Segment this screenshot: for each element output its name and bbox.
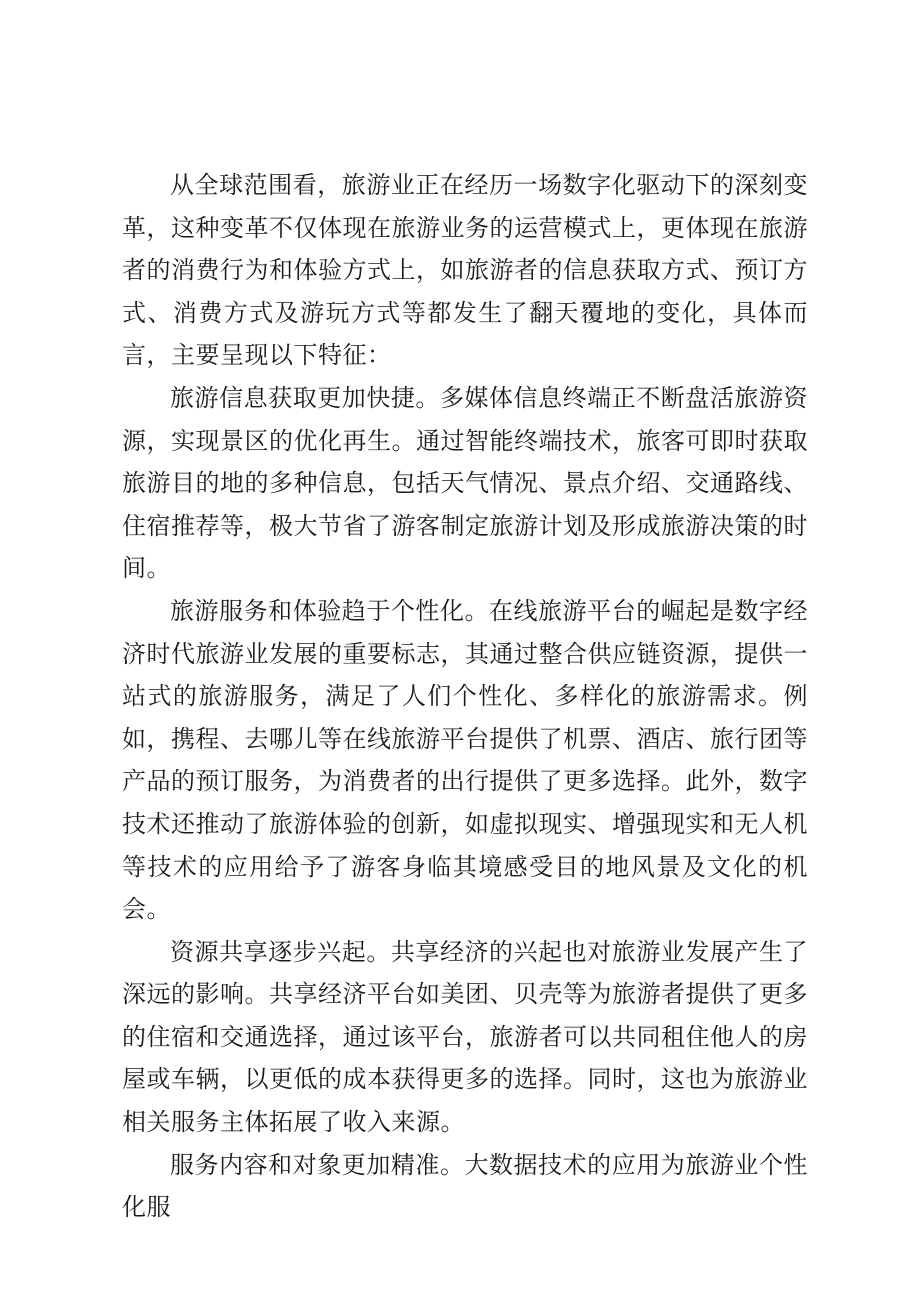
document-body xyxy=(122,164,808,1229)
paragraph-info-access: 旅游信息获取更加快捷。多媒体信息终端正不断盘活旅游资源，实现景区的优化再生。通过智能终端技术，旅客可即时获取旅游目的地的多种信息，包括天气情况、景点介绍、交通路线、住宿推荐等，极大节省了游客制定旅游计划及形成旅游决策的时间。 xyxy=(122,383,808,583)
paragraph-personalization: 旅游服务和体验趋于个性化。在线旅游平台的崛起是数字经济时代旅游业发展的重要标志，其通过整合供应链资源，提供一站式的旅游服务，满足了人们个性化、多样化的旅游需求。例如，携程、去哪儿等在线旅游平台提供了机票、酒店、旅行团等产品的预订服务，为消费者的出行提供了更多选择。此外，数字技术还推动了旅游体验的创新，如虚拟现实、增强现实和无人机等技术的应用给予了游客身临其境感受目的地风景及文化的机会。 xyxy=(122,596,808,924)
paragraph-precision-service: 服务内容和对象更加精准。大数据技术的应用为旅游业个性化服 xyxy=(122,1150,808,1222)
paragraph-resource-sharing: 资源共享逐步兴起。共享经济的兴起也对旅游业发展产生了深远的影响。共享经济平台如美团、贝壳等为旅游者提供了更多的住宿和交通选择，通过该平台，旅游者可以共同租住他人的房屋或车辆，以更低的成本获得更多的选择。同时，这也为旅游业相关服务主体拓展了收入来源。 xyxy=(122,937,808,1137)
paragraph-intro: 从全球范围看，旅游业正在经历一场数字化驱动下的深刻变革，这种变革不仅体现在旅游业务的运营模式上，更体现在旅游者的消费行为和体验方式上，如旅游者的信息获取方式、预订方式、消费方式及游玩方式等都发生了翻天覆地的变化，具体而言，主要呈现以下特征： xyxy=(122,171,808,370)
